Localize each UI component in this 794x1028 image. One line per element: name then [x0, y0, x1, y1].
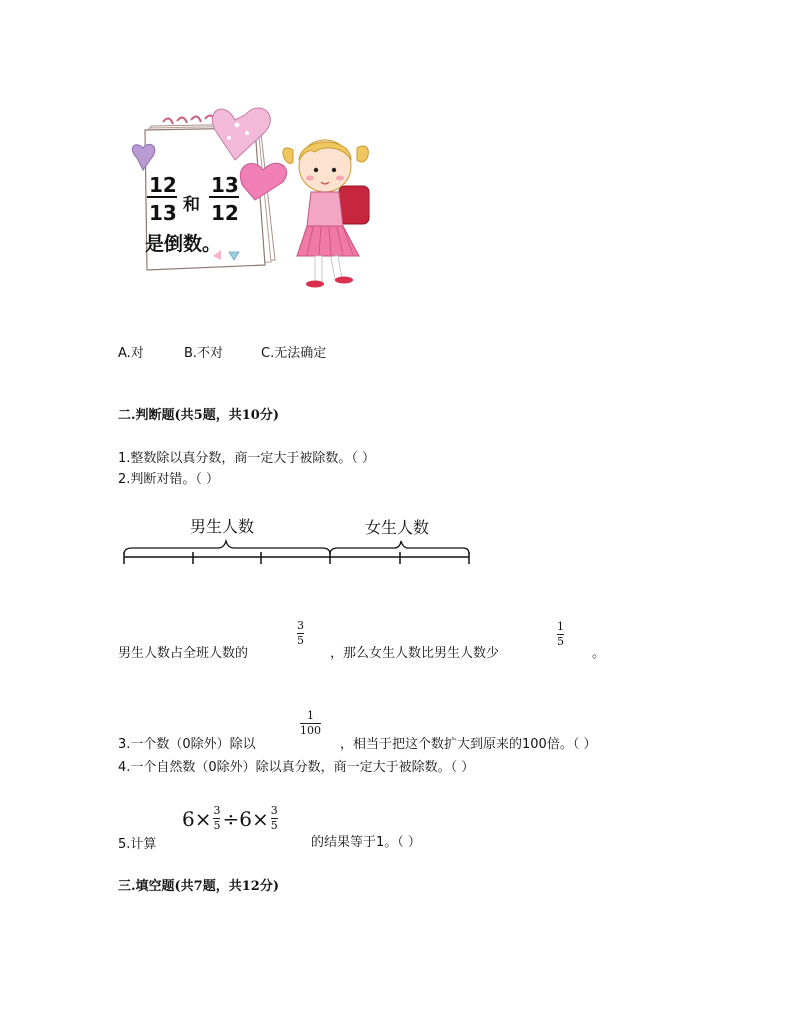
fraction-numerator: 1 — [557, 620, 564, 633]
calendar-and: 和 — [183, 195, 200, 215]
option-c: C.无法确定 — [261, 346, 327, 361]
fraction-numerator: 1 — [307, 709, 314, 722]
fraction-numerator: 3 — [297, 619, 304, 632]
question-1: 1.整数除以真分数，商一定大于被除数。（ ） — [118, 451, 376, 466]
fraction-denominator: 100 — [300, 724, 321, 737]
fraction-denominator: 5 — [270, 819, 278, 832]
segment-diagram — [118, 508, 478, 568]
fraction-3-5 — [297, 620, 304, 647]
calendar-frac1-num: 12 — [149, 173, 177, 197]
girls-label: 女生人数 — [365, 518, 430, 537]
illustration — [125, 100, 375, 295]
fraction-denominator: 5 — [557, 635, 564, 648]
section2-heading: 二.判断题(共5题，共10分) — [118, 408, 279, 423]
section3-heading: 三.填空题(共7题，共12分) — [118, 879, 279, 894]
fraction-denominator: 5 — [213, 819, 221, 832]
q3-text-b: ，相当于把这个数扩大到原来的100倍。（ ） — [340, 737, 597, 752]
q3-text-a: 3.一个数（0除外）除以 — [118, 737, 256, 752]
calendar-frac2-den: 12 — [211, 201, 239, 225]
boys-label: 男生人数 — [190, 517, 255, 536]
q5-expression — [182, 805, 280, 832]
expr-part: ÷6× — [222, 806, 269, 831]
q5-text-a: 5.计算 — [118, 837, 157, 852]
calendar-frac2-num: 13 — [211, 173, 239, 197]
option-a: A.对 — [118, 346, 144, 361]
question-4: 4.一个自然数（0除外）除以真分数，商一定大于被除数。（ ） — [118, 760, 475, 775]
expr-part: 6× — [182, 806, 212, 831]
expr-fraction — [213, 805, 220, 832]
fraction-numerator: 3 — [270, 804, 278, 817]
girl-icon — [283, 140, 369, 288]
q2-text-a: 男生人数占全班人数的 — [118, 646, 249, 661]
q2-text-b: ，那么女生人数比男生人数少 — [330, 646, 500, 661]
expr-fraction — [271, 805, 278, 832]
calendar-tail: 是倒数。 — [145, 233, 222, 255]
q2-text-c: 。 — [592, 646, 606, 661]
fraction-denominator: 5 — [297, 634, 304, 647]
question-2: 2.判断对错。（ ） — [118, 472, 220, 487]
calendar-frac1-den: 13 — [149, 201, 177, 225]
option-b: B.不对 — [184, 346, 224, 361]
fraction-numerator: 3 — [213, 804, 221, 817]
boys-brace — [124, 541, 330, 554]
fraction-1-100 — [300, 710, 321, 737]
fraction-1-5 — [557, 621, 564, 648]
q5-text-b: 的结果等于1。（ ） — [311, 835, 421, 850]
